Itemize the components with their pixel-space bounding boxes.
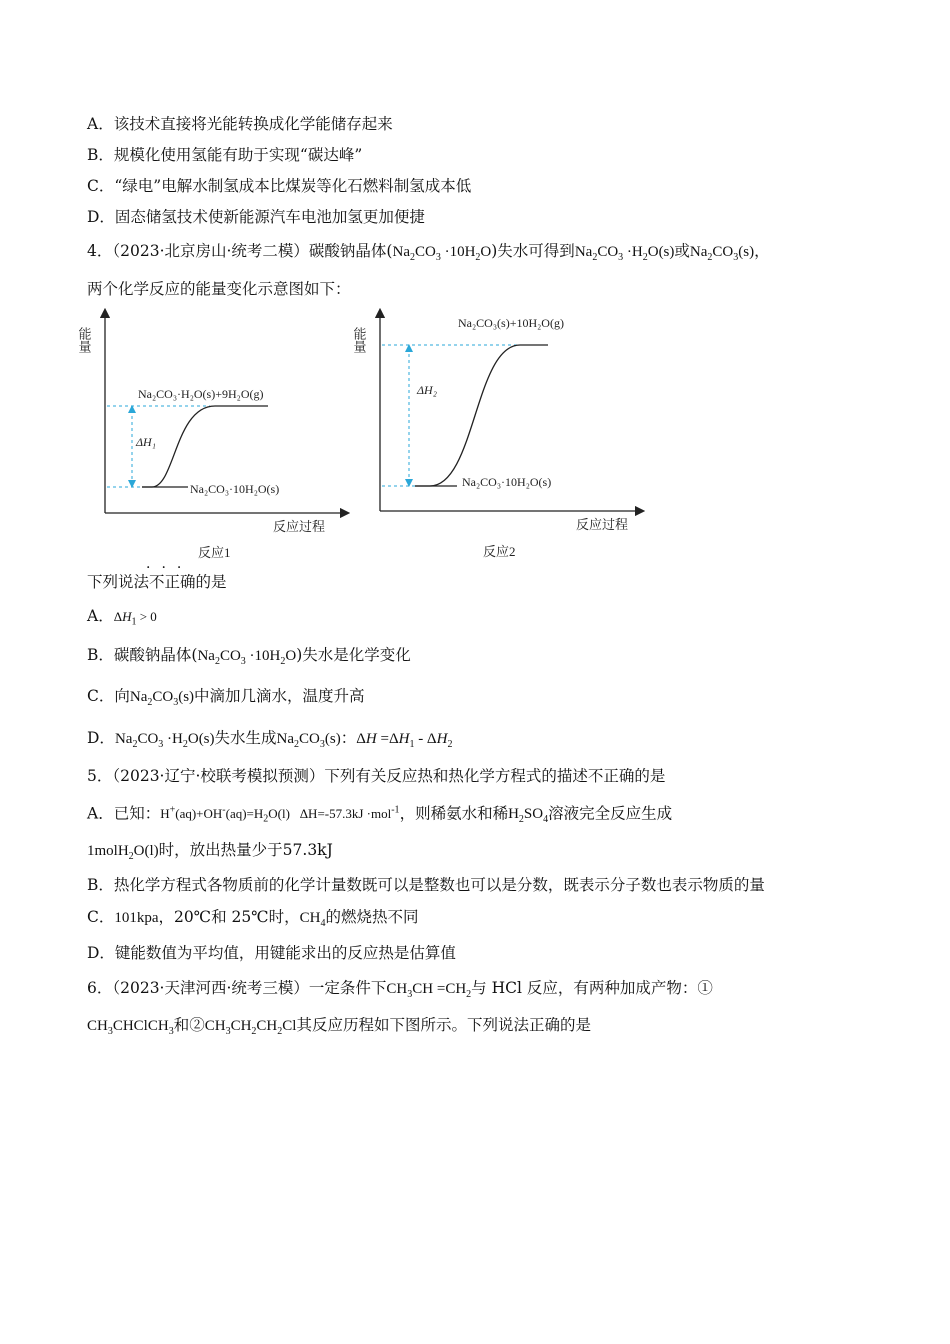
q4-option-a-label: A． bbox=[87, 607, 114, 625]
energy-diagram-2 bbox=[351, 305, 645, 565]
formula-propene: $CH_3CH =CH_2$ bbox=[386, 981, 472, 1000]
q4-option-d bbox=[87, 728, 452, 755]
q4-option-d-post: ： bbox=[340, 729, 357, 747]
q3-option-d: D．固态储氢技术使新能源汽车电池加氢更加便捷 bbox=[87, 208, 425, 226]
formula-na2co3: $Na_2CO_3(s)$ bbox=[276, 731, 341, 750]
q3-option-a: A．该技术直接将光能转换成化学能储存起来 bbox=[87, 115, 393, 133]
q4-option-c-post: 中滴加几滴水，温度升高 bbox=[194, 687, 365, 705]
q5-option-a-line2 bbox=[87, 840, 333, 867]
emphasis-dots: ··· bbox=[146, 560, 193, 576]
caption-2: 反应2 bbox=[483, 544, 516, 559]
q4-number: 4． bbox=[87, 242, 113, 260]
formula-2-chloropropane: $CH_3CHClCH_3$ bbox=[87, 1018, 174, 1037]
q6-stem-mid: 和② bbox=[173, 1016, 205, 1034]
q4-option-b-pre: B．碳酸钠晶体( bbox=[87, 646, 198, 664]
q4-option-d-pre: D． bbox=[87, 729, 115, 747]
product-label-2: Na₂CO₃(s)+10H₂O(g) bbox=[458, 316, 564, 330]
reactant-label-2: Na₂CO₃·10H₂O(s) bbox=[462, 475, 552, 489]
formula-na2co3: $Na_2CO_3(s)$ bbox=[129, 689, 195, 708]
q4-option-b-post: )失水是化学变化 bbox=[296, 646, 411, 664]
q3-option-c: C．“绿电”电解水制氢成本比煤炭等化石燃料制氢成本低 bbox=[87, 177, 472, 195]
formula-dh1-gt-0: $\Delta H_1 > 0$ bbox=[113, 609, 157, 628]
q4-text-2: 或 bbox=[674, 242, 690, 260]
y-axis-label: 能量 bbox=[76, 327, 92, 353]
q5-option-a-line2-text: 时，放出热量少于57.3kJ bbox=[158, 841, 333, 859]
q5-option-c-pre: C． bbox=[87, 908, 115, 926]
energy-diagram-1 bbox=[76, 305, 350, 565]
q4-ask-pre: 下列说法 bbox=[87, 573, 150, 591]
formula-na2co3-10h2o: $Na_2CO_3 \cdot 10H_2O$ bbox=[197, 648, 297, 667]
q4-source: （2023·北京房山·统考二模）碳酸钠晶体( bbox=[112, 242, 393, 260]
q4-option-a bbox=[87, 606, 157, 633]
formula-neutralization: $H^+(aq)+OH^-(aq)=H_2O(l)$ ΔH=-57.3kJ ·mol$^{-1}$ bbox=[160, 805, 400, 825]
q4-stem-line2: 两个化学反应的能量变化示意图如下： bbox=[87, 280, 351, 298]
energy-curve-1 bbox=[142, 406, 268, 487]
product-label-1: Na₂CO₃·H₂O(s)+9H₂O(g) bbox=[138, 387, 264, 401]
q6-stem-line2-post: 其反应历程如下图所示。下列说法正确的是 bbox=[296, 1016, 591, 1034]
q5-option-a-post: 溶液完全反应生成 bbox=[548, 804, 673, 823]
energy-curve-2 bbox=[415, 345, 548, 486]
q5-option-a bbox=[87, 801, 672, 830]
x-axis-label: 反应过程 bbox=[576, 517, 629, 532]
formula-101kpa: 101kpa bbox=[114, 910, 159, 926]
formula-na2co3-10h2o: $Na_2CO_3 \cdot 10H_2O$ bbox=[392, 244, 492, 263]
formula-na2co3-h2o: $Na_2CO_3 \cdot H_2O(s)$ bbox=[574, 244, 675, 263]
q4-text-3: ， bbox=[754, 242, 770, 260]
q5-option-c bbox=[87, 907, 418, 934]
q4-option-d-mid: 失水生成 bbox=[214, 729, 277, 747]
delta-h2-label: ΔH₂ bbox=[417, 383, 437, 397]
formula-dh-relation: $\Delta H =\Delta H_1 - \Delta H_2$ bbox=[356, 731, 453, 750]
q4-option-c bbox=[87, 686, 365, 713]
q4-ask-emphasis: 不正确 bbox=[149, 573, 196, 591]
q4-ask-post: 的是 bbox=[195, 573, 227, 591]
q3-option-b: B．规模化使用氢能有助于实现“碳达峰” bbox=[87, 146, 363, 164]
reactant-label-1: Na₂CO₃·10H₂O(s) bbox=[190, 482, 280, 496]
q6-stem bbox=[87, 978, 713, 1005]
q5-option-a-mid: ，则稀氨水和稀 bbox=[399, 804, 509, 823]
formula-1mol-h2o: 1molH$_2$O(l) bbox=[87, 843, 159, 862]
q4-option-c-pre: C．向 bbox=[87, 687, 130, 705]
delta-h1-label: ΔH₁ bbox=[136, 435, 156, 449]
q6-stem-line2 bbox=[87, 1015, 591, 1042]
q5-option-c-post: 的燃烧热不同 bbox=[325, 908, 419, 926]
formula-h2so4: $H_2SO_4$ bbox=[508, 806, 549, 826]
formula-1-chloropropane: $CH_3CH_2CH_2Cl$ bbox=[204, 1018, 297, 1037]
q5-option-d: D．键能数值为平均值，用键能求出的反应热是估算值 bbox=[87, 944, 456, 962]
caption-1: 反应1 bbox=[198, 545, 231, 560]
q5-option-a-pre: A．已知： bbox=[87, 804, 161, 823]
q5-option-b: B．热化学方程式各物质前的化学计量数既可以是整数也可以是分数，既表示分子数也表示物质的量 bbox=[87, 876, 765, 894]
y-axis-label: 能量 bbox=[351, 327, 367, 353]
formula-na2co3: $Na_2CO_3(s)$ bbox=[689, 244, 755, 263]
formula-na2co3-h2o: $Na_2CO_3 \cdot H_2O(s)$ bbox=[114, 731, 215, 750]
q5-stem: 5．（2023·辽宁·校联考模拟预测）下列有关反应热和热化学方程式的描述不正确的是 bbox=[87, 767, 666, 785]
q4-text-1: )失水可得到 bbox=[491, 242, 575, 260]
q6-stem-pre: 6．（2023·天津河西·统考三模）一定条件下 bbox=[87, 979, 387, 997]
formula-ch4: $CH_4$ bbox=[299, 910, 326, 929]
q6-stem-post: 与 HCl 反应，有两种加成产物：① bbox=[471, 979, 713, 997]
q4-option-b bbox=[87, 645, 411, 672]
x-axis-label: 反应过程 bbox=[273, 519, 326, 534]
q4-ask bbox=[87, 572, 227, 592]
q4-stem bbox=[87, 241, 770, 268]
q5-option-c-mid: ，20℃和 25℃时， bbox=[158, 908, 300, 926]
